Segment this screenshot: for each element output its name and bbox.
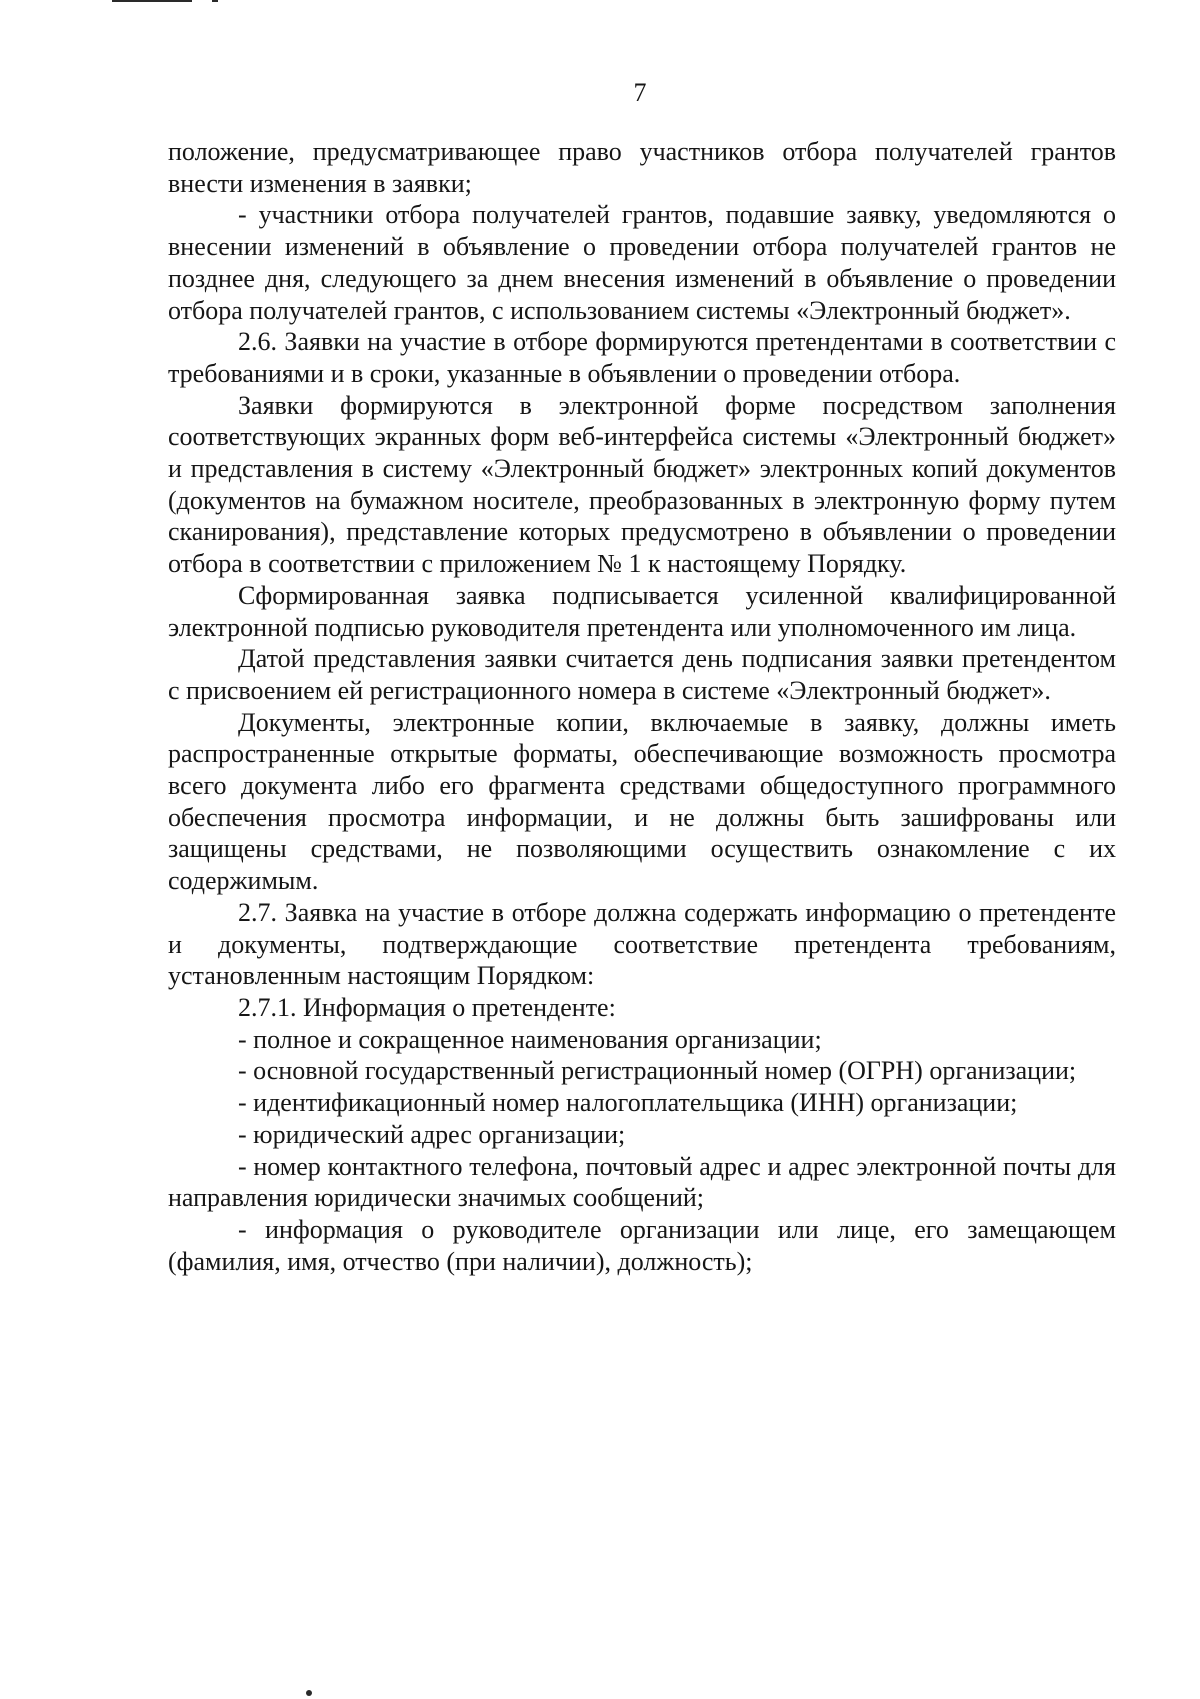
list-item: - полное и сокращенное наименования организации; bbox=[238, 1024, 822, 1054]
scan-edge-mark bbox=[112, 0, 192, 2]
paragraph: Датой представления заявки считается день подписания заявки претендентом с присвоением ей регистрационного номера в системе «Электронный бюджет». bbox=[168, 644, 1116, 705]
paragraph: 2.7. Заявка на участие в отборе должна содержать информацию о претенденте и документы, подтверждающие соответствие претендента требованиям, установленным настоящим Порядком: bbox=[168, 897, 1116, 991]
paragraph: Документы, электронные копии, включаемые в заявку, должны иметь распространенные открытые форматы, обеспечивающие возможность просмотра всего документа либо его фрагмента средствами общедоступного программного обеспечения просмотра информации, и не должны быть зашифрованы или защищены средствами, не позволяющими осуществить ознакомление с их содержимым. bbox=[168, 707, 1116, 896]
paragraph: 2.6. Заявки на участие в отборе формируются претендентами в соответствии с требованиями и в сроки, указанные в объявлении о проведении отбора. bbox=[168, 327, 1116, 388]
list-item: - идентификационный номер налогоплательщика (ИНН) организации; bbox=[238, 1088, 1018, 1118]
list-item: - юридический адрес организации; bbox=[238, 1119, 626, 1149]
paragraph: Заявки формируются в электронной форме посредством заполнения соответствующих экранных форм веб-интерфейса системы «Электронный бюджет» и представления в систему «Электронный бюджет» электронных копий документов (документов на бумажном носителе, преобразованных в электронную форму путем сканирования), представление которых предусмотрено в объявлении о проведении отбора в соответствии с приложением № 1 к настоящему Порядку. bbox=[168, 390, 1116, 579]
paragraph: Сформированная заявка подписывается усиленной квалифицированной электронной подписью руководителя претендента или уполномоченного им лица. bbox=[168, 580, 1116, 642]
document-body bbox=[168, 136, 1116, 1277]
subsection-heading: 2.7.1. Информация о претенденте: bbox=[238, 992, 616, 1022]
list-item: - основной государственный регистрационный номер (ОГРН) организации; bbox=[238, 1056, 1077, 1086]
page-number: 7 bbox=[633, 78, 647, 107]
paragraph: - участники отбора получателей грантов, подавшие заявку, уведомляются о внесении изменений в объявление о проведении отбора получателей грантов не позднее дня, следующего за днем внесения изменений в объявление о проведении отбора получателей грантов, с использованием системы «Электронный бюджет». bbox=[168, 200, 1116, 325]
list-item: - информация о руководителе организации или лице, его замещающем (фамилия, имя, отчество (при наличии), должность); bbox=[168, 1214, 1116, 1276]
scan-edge-dot bbox=[212, 0, 218, 2]
list-item: - номер контактного телефона, почтовый адрес и адрес электронной почты для направления юридически значимых сообщений; bbox=[168, 1151, 1116, 1213]
paragraph-continuation: положение, предусматривающее право участников отбора получателей грантов внести изменения в заявки; bbox=[168, 137, 1116, 198]
scan-artifact-dot bbox=[306, 1690, 312, 1696]
